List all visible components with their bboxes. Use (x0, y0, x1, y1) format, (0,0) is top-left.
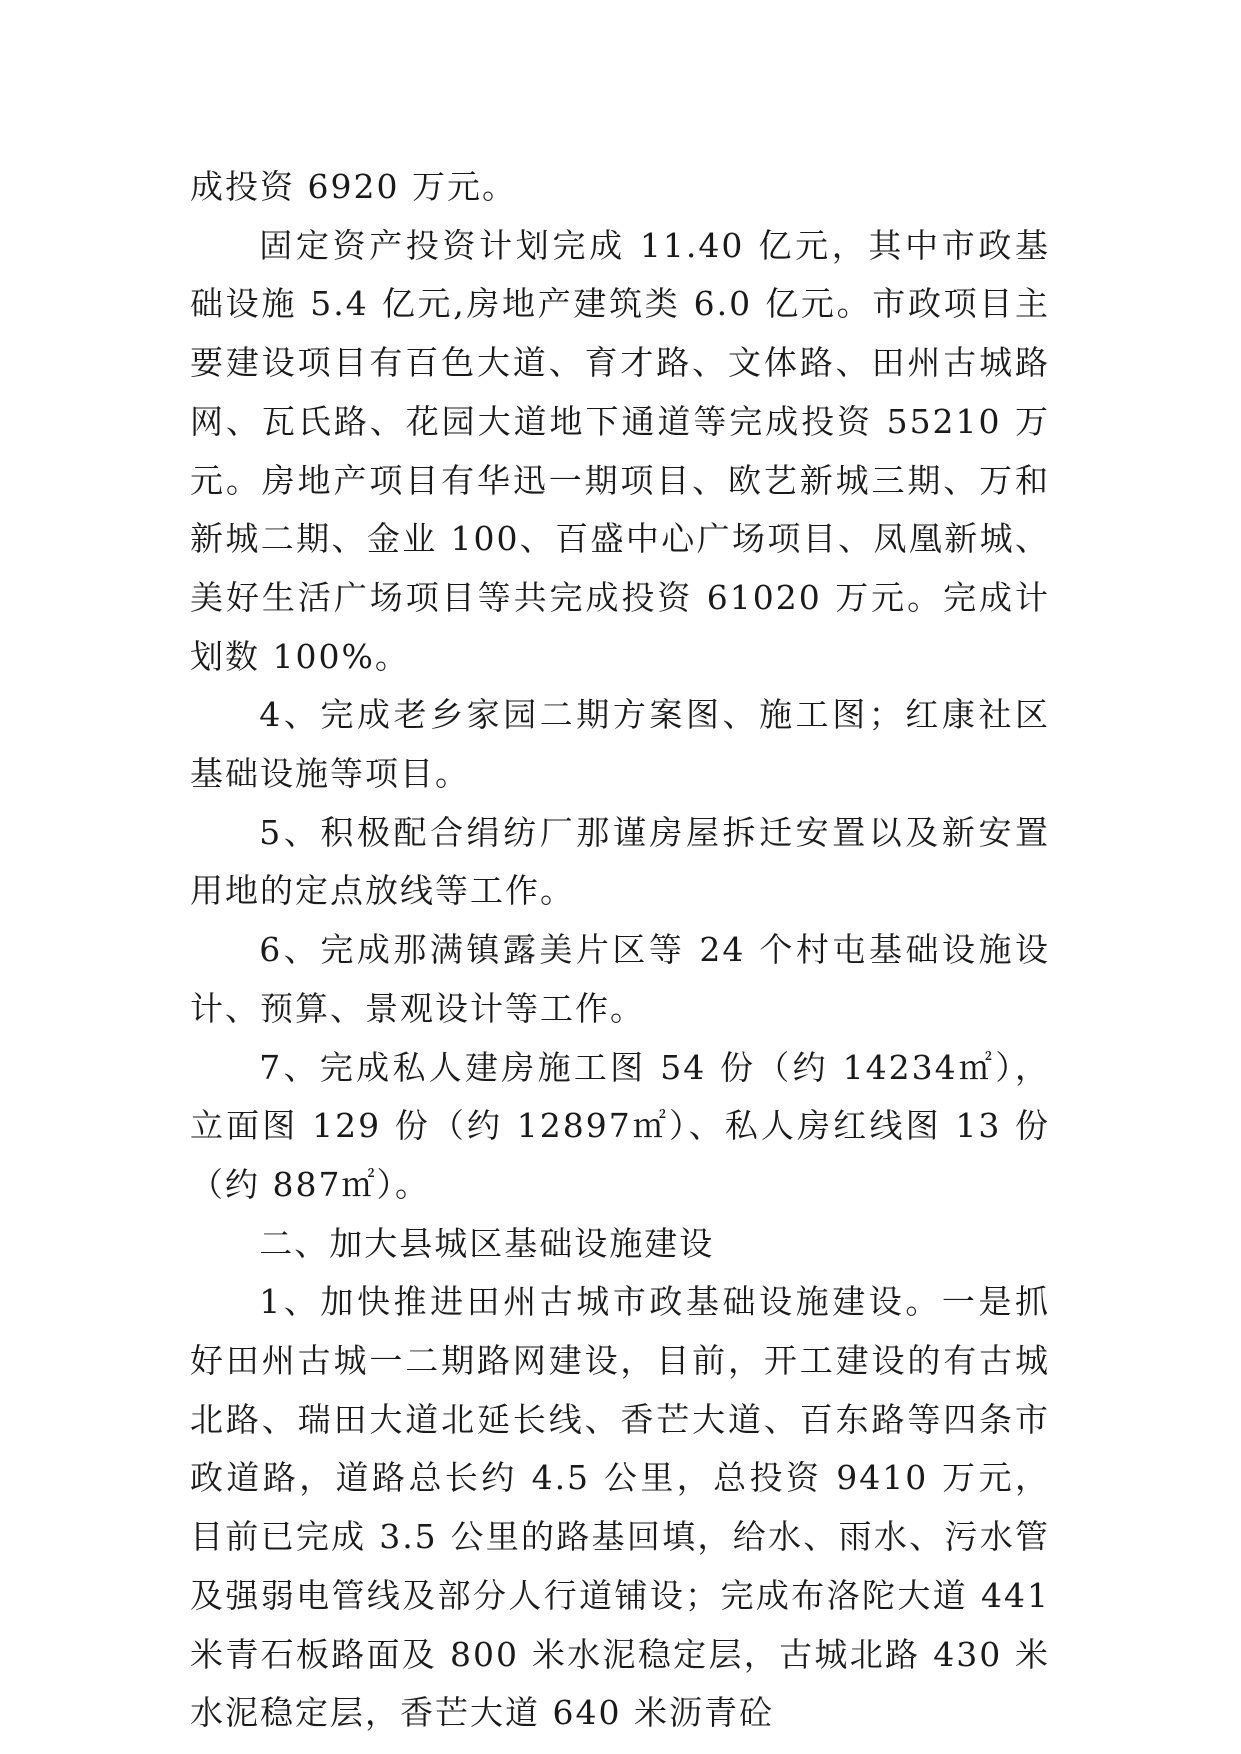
paragraph-5: 6、完成那满镇露美片区等 24 个村屯基础设施设计、预算、景观设计等工作。 (190, 930, 1050, 1028)
paragraph-2: 固定资产投资计划完成 11.40 亿元，其中市政基础设施 5.4 亿元,房地产建筑类 6.0 亿元。市政项目主要建设项目有百色大道、育才路、文体路、田州古城路网、瓦氏路、花园大道地下通道等完成投资 55210 万元。房地产项目有华迅一期项目、欧艺新城三期、万和新城二期、金业 100、百盛中心广场项目、凤凰新城、美好生活广场项目等共完成投资 61020 万元。完成计划数 100%。 (190, 225, 1050, 676)
paragraph-8: 1、加快推进田州古城市政基础设施建设。一是抓好田州古城一二期路网建设，目前，开工建设的有古城北路、瑞田大道北延长线、香芒大道、百东路等四条市政道路，道路总长约 4.5 公里，总投资 9410 万元，目前已完成 3.5 公里的路基回填，给水、雨水、污水管及强弱电管线及部分人行道铺设；完成布洛陀大道 441 米青石板路面及 800 米水泥稳定层，古城北路 430 米水泥稳定层，香芒大道 640 米沥青砼 (190, 1282, 1050, 1733)
paragraph-4: 5、积极配合绢纺厂那谨房屋拆迁安置以及新安置用地的定点放线等工作。 (190, 812, 1050, 911)
paragraph-1: 成投资 6920 万元。 (190, 167, 517, 206)
document-body (190, 158, 1050, 1743)
paragraph-3: 4、完成老乡家园二期方案图、施工图；红康社区基础设施等项目。 (190, 695, 1050, 794)
paragraph-6: 7、完成私人建房施工图 54 份（约 14234㎡），立面图 129 份（约 12897㎡）、私人房红线图 13 份（约 887㎡）。 (190, 1047, 1050, 1204)
section-heading: 二、加大县城区基础设施建设 (259, 1223, 715, 1263)
